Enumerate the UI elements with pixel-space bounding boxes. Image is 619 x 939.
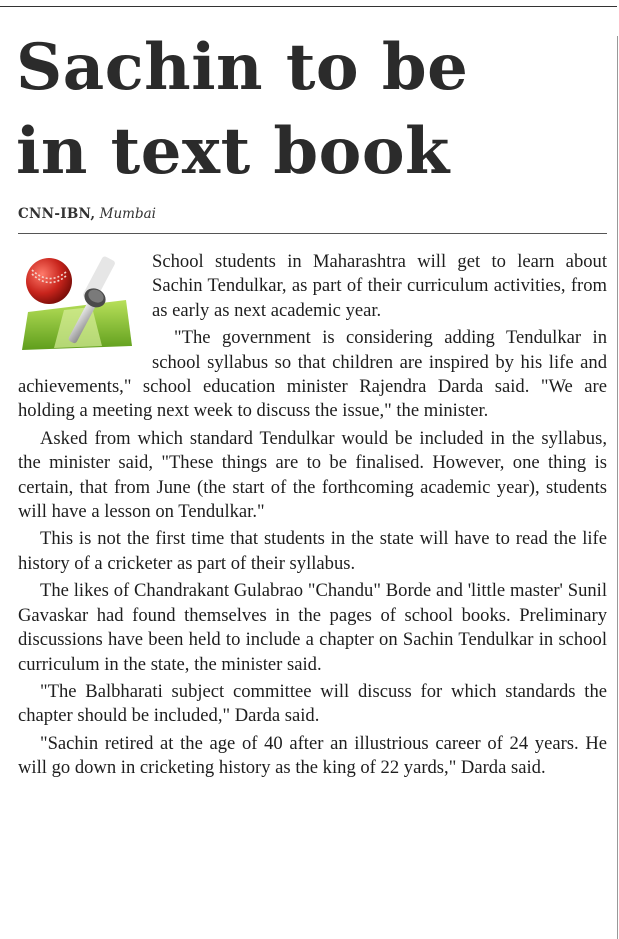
cricket-ball-microphone-icon	[18, 250, 136, 360]
article-paragraph: "The government is considering adding Tendulkar in school syllabus so that children are inspired by his life and achievements," school education minister Rajendra Darda said. "We are holding a meeting next week to discuss the issue," the minister.	[18, 327, 607, 422]
article-body	[18, 250, 607, 784]
byline-divider	[18, 233, 607, 234]
headline	[16, 26, 606, 194]
headline-line-1: Sachin to be	[16, 30, 469, 105]
article-paragraph: Asked from which standard Tendulkar would be included in the syllabus, the minister said, "These things are to be finalised. However, one thing is certain, that from June (the start of the forthcoming academic year), students will have a lesson on Tendulkar."	[18, 427, 607, 523]
article-paragraph: "The Balbharati subject committee will discuss for which standards the chapter should be included," Darda said.	[18, 680, 607, 727]
article-paragraph: This is not the first time that students in the state will have to read the life history of a cricketer as part of their syllabus.	[18, 528, 607, 574]
article-paragraph: "Sachin retired at the age of 40 after an illustrious career of 24 years. He will go down in cricketing history as the king of 22 yards," Darda said.	[18, 732, 607, 779]
byline	[18, 206, 156, 222]
byline-city: Mumbai	[99, 206, 156, 222]
top-border	[0, 6, 617, 7]
byline-agency: CNN-IBN,	[18, 206, 96, 222]
headline-line-2: in text book	[16, 114, 450, 189]
right-border	[617, 36, 618, 939]
article-paragraph: School students in Maharashtra will get to learn about Sachin Tendulkar, as part of their curriculum activities, from as early as next academic year.	[152, 251, 607, 321]
article-paragraph: The likes of Chandrakant Gulabrao "Chandu" Borde and 'little master' Sunil Gavaskar had found themselves in the pages of school books. Preliminary discussions have been held to include a chapter on Sachin Tendulkar in school curriculum in the state, the minister said.	[18, 580, 607, 675]
